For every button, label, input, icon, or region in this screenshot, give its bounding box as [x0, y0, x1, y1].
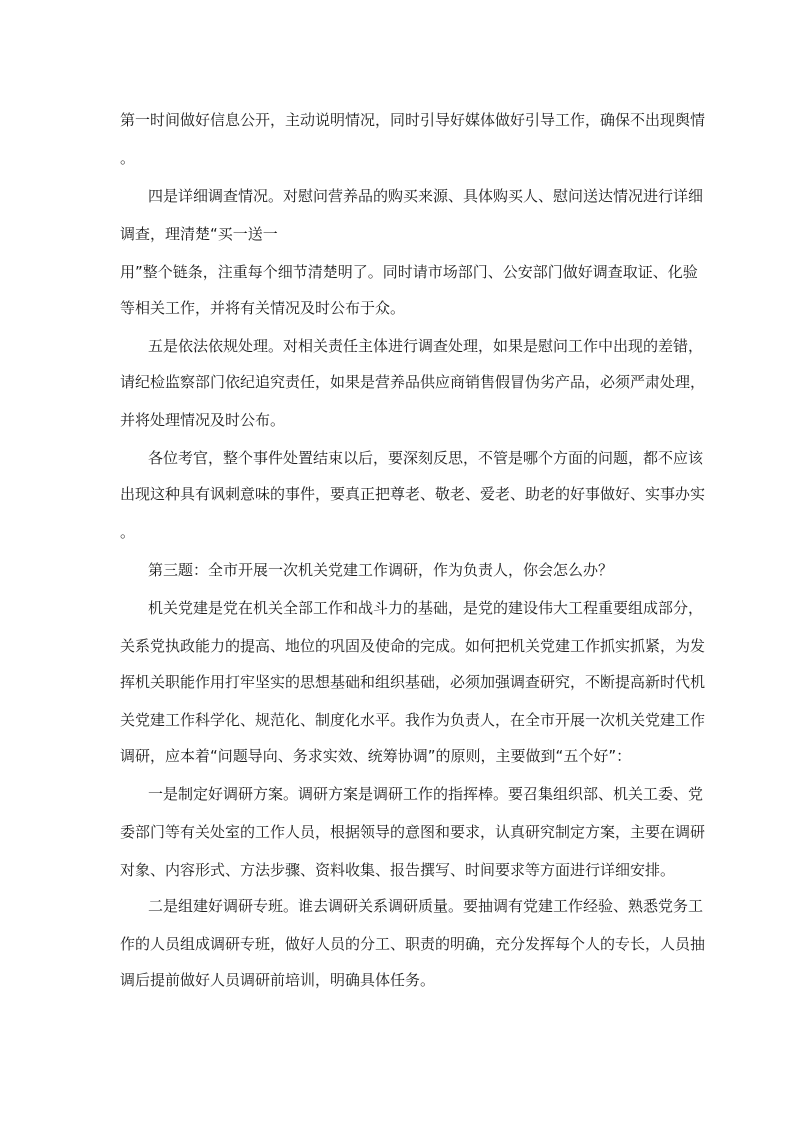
text-line: 等相关工作，并将有关情况及时公布于众。	[120, 299, 406, 317]
text-line: 委部门等有关处室的工作人员，根据领导的意图和要求，认真研究制定方案，主要在调研	[120, 823, 706, 841]
point-1-start: 一是制定好调研方案。调研方案是调研工作的指挥棒。要召集组织部、机关工委、党	[148, 785, 704, 803]
text-line: 。	[120, 149, 136, 167]
text-line: 。	[120, 523, 136, 541]
text-line: 对象、内容形式、方法步骤、资料收集、报告撰写、时间要求等方面进行详细安排。	[120, 861, 676, 879]
text-line: 用”整个链条，注重每个细节清楚明了。同时请市场部门、公安部门做好调查取证、化验	[120, 263, 698, 281]
text-line: 调研，应本着“问题导向、务求实效、统筹协调”的原则，主要做到“五个好”：	[120, 747, 632, 765]
text-line: 并将处理情况及时公布。	[120, 411, 286, 429]
text-line: 调后提前做好人员调研前培训，明确具体任务。	[120, 971, 436, 989]
text-line: 出现这种具有讽刺意味的事件，要真正把尊老、敬老、爱老、助老的好事做好、实事办实	[120, 485, 706, 503]
text-line: 关党建工作科学化、规范化、制度化水平。我作为负责人，在全市开展一次机关党建工作	[120, 711, 706, 729]
point-2-start: 二是组建好调研专班。谁去调研关系调研质量。要抽调有党建工作经验、熟悉党务工	[148, 897, 704, 915]
text-line: 调查，理清楚“买一送一	[120, 225, 278, 243]
text-line: 关系党执政能力的提高、地位的巩固及使命的完成。如何把机关党建工作抓实抓紧，为发	[120, 637, 706, 655]
text-line: 请纪检监察部门依纪追究责任，如果是营养品供应商销售假冒伪劣产品，必须严肃处理，	[120, 373, 706, 391]
question-3-heading: 第三题：全市开展一次机关党建工作调研，作为负责人，你会怎么办？	[148, 561, 614, 579]
paragraph-5-start: 五是依法依规处理。对相关责任主体进行调查处理，如果是慰问工作中出现的差错，	[148, 337, 704, 355]
text-line: 第一时间做好信息公开，主动说明情况，同时引导好媒体做好引导工作，确保不出现舆情	[120, 111, 706, 129]
paragraph-4-start: 四是详细调查情况。对慰问营养品的购买来源、具体购买人、慰问送达情况进行详细	[148, 187, 704, 205]
text-line: 作的人员组成调研专班，做好人员的分工、职责的明确，充分发挥每个人的专长，人员抽	[120, 935, 706, 953]
closing-paragraph-start: 各位考官，整个事件处置结束以后，要深刻反思，不管是哪个方面的问题，都不应该	[148, 449, 704, 467]
text-line: 挥机关职能作用打牢坚实的思想基础和组织基础，必须加强调查研究，不断提高新时代机	[120, 673, 706, 691]
answer-intro-start: 机关党建是党在机关全部工作和战斗力的基础，是党的建设伟大工程重要组成部分，	[148, 599, 704, 617]
